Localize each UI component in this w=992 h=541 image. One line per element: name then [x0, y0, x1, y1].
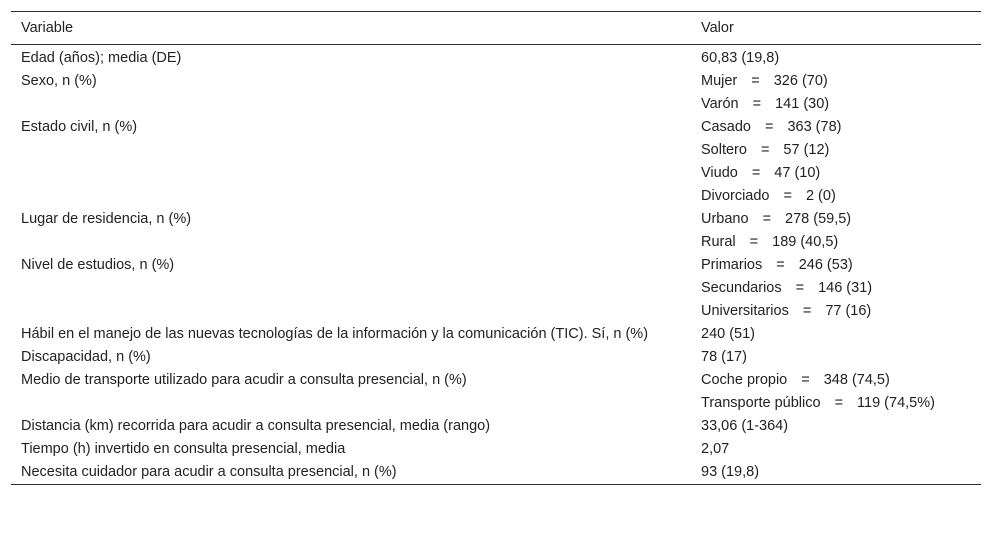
value-cell: 78 (17) — [701, 349, 747, 365]
variable-cell: Medio de transporte utilizado para acudir a consulta presencial, n (%) — [21, 372, 467, 388]
table-row — [11, 70, 981, 93]
table-body — [11, 45, 981, 485]
variable-cell — [11, 162, 691, 185]
value-cell: 2,07 — [701, 441, 730, 457]
value-cell: Primarios = 246 (53) — [701, 257, 853, 273]
value-cell: Viudo = 47 (10) — [701, 165, 821, 181]
value-cell: 240 (51) — [701, 326, 756, 342]
value-cell: Soltero = 57 (12) — [701, 142, 830, 158]
variable-cell — [11, 392, 691, 415]
variable-cell: Nivel de estudios, n (%) — [21, 257, 175, 273]
table-row — [11, 116, 981, 139]
table-row — [11, 45, 981, 71]
table-row — [11, 277, 981, 300]
value-cell: Mujer = 326 (70) — [701, 73, 828, 89]
table-row — [11, 254, 981, 277]
value-cell: Rural = 189 (40,5) — [701, 234, 839, 250]
table-row — [11, 461, 981, 485]
header-variable: Variable — [11, 12, 691, 45]
table-row — [11, 346, 981, 369]
header-row — [11, 12, 981, 45]
value-cell: Varón = 141 (30) — [701, 96, 830, 112]
variable-cell: Tiempo (h) invertido en consulta presencial, media — [21, 441, 346, 457]
header-valor: Valor — [691, 12, 981, 45]
variable-cell — [11, 93, 691, 116]
table-row — [11, 208, 981, 231]
variable-cell: Sexo, n (%) — [21, 73, 97, 89]
table-row — [11, 93, 981, 116]
variable-cell: Distancia (km) recorrida para acudir a consulta presencial, media (rango) — [21, 418, 491, 434]
variable-cell: Edad (años); media (DE) — [21, 50, 182, 66]
variable-cell — [11, 231, 691, 254]
variable-cell: Lugar de residencia, n (%) — [21, 211, 192, 227]
value-cell: Transporte público = 119 (74,5%) — [701, 395, 935, 411]
table-row — [11, 323, 981, 346]
variable-cell: Estado civil, n (%) — [21, 119, 138, 135]
value-cell: Casado = 363 (78) — [701, 119, 842, 135]
table-row — [11, 139, 981, 162]
table-row — [11, 438, 981, 461]
table-header — [11, 12, 981, 45]
value-cell: Divorciado = 2 (0) — [701, 188, 836, 204]
variable-cell: Discapacidad, n (%) — [21, 349, 151, 365]
value-cell: 60,83 (19,8) — [701, 50, 780, 66]
data-table — [11, 11, 981, 485]
table-row — [11, 300, 981, 323]
table-row — [11, 185, 981, 208]
variable-cell: Necesita cuidador para acudir a consulta presencial, n (%) — [11, 461, 691, 485]
variable-cell: Hábil en el manejo de las nuevas tecnologías de la información y la comunicación (TIC). Sí, n (%) — [21, 326, 649, 342]
variable-cell — [11, 300, 691, 323]
table-row — [11, 415, 981, 438]
value-cell: Secundarios = 146 (31) — [701, 280, 873, 296]
value-cell: Urbano = 278 (59,5) — [701, 211, 852, 227]
variable-cell — [11, 185, 691, 208]
table-row — [11, 231, 981, 254]
value-cell: Universitarios = 77 (16) — [701, 303, 872, 319]
value-cell: 33,06 (1-364) — [701, 418, 789, 434]
value-cell: Coche propio = 348 (74,5) — [701, 372, 890, 388]
table-row — [11, 392, 981, 415]
table-row — [11, 369, 981, 392]
variable-cell — [11, 277, 691, 300]
table-row — [11, 162, 981, 185]
value-cell: 93 (19,8) — [691, 461, 981, 485]
variable-cell — [11, 139, 691, 162]
data-table-container — [11, 11, 981, 485]
